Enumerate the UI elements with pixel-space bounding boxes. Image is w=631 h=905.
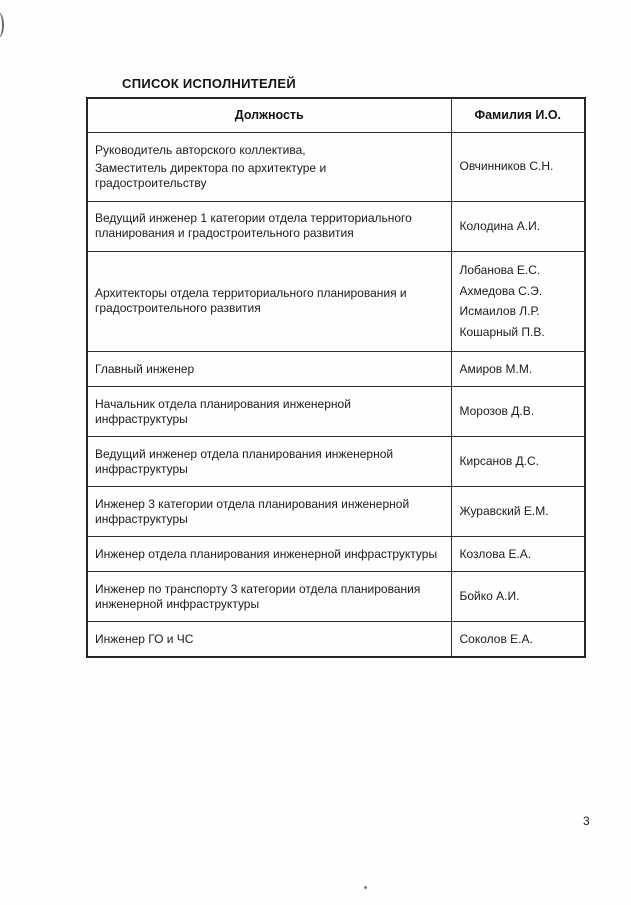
position-cell — [87, 201, 451, 251]
executor-name: Кирсанов Д.С. — [459, 454, 540, 468]
table-row — [87, 622, 585, 658]
table-row — [87, 352, 585, 387]
position-text: Инженер 3 категории отдела планирования инженерной инфраструктуры — [95, 496, 410, 526]
table-row — [87, 251, 585, 352]
executor-name: Бойко А.И. — [459, 589, 520, 603]
position-cell — [87, 387, 451, 437]
name-cell — [451, 487, 585, 537]
column-header-position: Должность — [87, 98, 451, 133]
executor-name: Соколов Е.А. — [459, 631, 533, 646]
table-row — [87, 572, 585, 622]
position-cell — [87, 622, 451, 658]
executor-name: Лобанова Е.С. — [459, 263, 541, 277]
position-text: Главный инженер — [95, 361, 195, 376]
executor-name: Исмаилов Л.Р. — [459, 304, 540, 318]
position-text: Инженер отдела планирования инженерной инфраструктуры — [95, 546, 438, 561]
executor-name: Ахмедова С.Э. — [459, 283, 543, 298]
page-title: СПИСОК ИСПОЛНИТЕЛЕЙ — [122, 76, 296, 91]
name-cell — [451, 537, 585, 572]
position-text: Инженер ГО и ЧС — [95, 631, 194, 646]
position-text: Начальник отдела планирования инженерной инфраструктуры — [95, 396, 351, 426]
scan-speckle — [364, 886, 367, 889]
name-cell — [451, 387, 585, 437]
position-text: Ведущий инженер отдела планирования инженерной инфраструктуры — [95, 446, 394, 476]
name-cell — [451, 437, 585, 487]
table-header-row — [87, 98, 585, 133]
position-cell — [87, 572, 451, 622]
executors-table — [86, 97, 586, 658]
position-cell — [87, 537, 451, 572]
position-cell — [87, 352, 451, 387]
position-text: Руководитель авторского коллектива, — [95, 142, 306, 157]
table-row — [87, 487, 585, 537]
table-row — [87, 133, 585, 202]
scan-artifact-mark — [0, 12, 4, 38]
executor-name: Овчинников С.Н. — [459, 159, 554, 174]
executor-name: Морозов Д.В. — [459, 404, 535, 418]
executor-name: Кошарный П.В. — [459, 324, 545, 339]
name-cell — [451, 251, 585, 352]
position-text: Архитекторы отдела территориального планирования и градостроительного развития — [95, 286, 407, 316]
table-row — [87, 537, 585, 572]
executor-name: Колодина А.И. — [459, 218, 541, 233]
column-header-name: Фамилия И.О. — [451, 98, 585, 133]
position-cell — [87, 133, 451, 202]
position-cell — [87, 437, 451, 487]
name-cell — [451, 622, 585, 658]
position-text: Заместитель директора по архитектуре и градостроительству — [95, 161, 327, 190]
name-cell — [451, 572, 585, 622]
executor-name: Амиров М.М. — [459, 361, 533, 376]
position-cell — [87, 251, 451, 352]
table-body — [87, 133, 585, 658]
position-cell — [87, 487, 451, 537]
name-cell — [451, 201, 585, 251]
executor-name: Журавский Е.М. — [459, 504, 549, 518]
table-row — [87, 387, 585, 437]
position-text: Инженер по транспорту 3 категории отдела планирования инженерной инфраструктуры — [95, 581, 421, 611]
position-text: Ведущий инженер 1 категории отдела территориального планирования и градостроительного развития — [95, 211, 412, 240]
table-head — [87, 98, 585, 133]
name-cell — [451, 133, 585, 202]
table-row — [87, 437, 585, 487]
name-cell — [451, 352, 585, 387]
executor-name: Козлова Е.А. — [459, 546, 532, 561]
table-row — [87, 201, 585, 251]
page-number: 3 — [583, 814, 590, 828]
